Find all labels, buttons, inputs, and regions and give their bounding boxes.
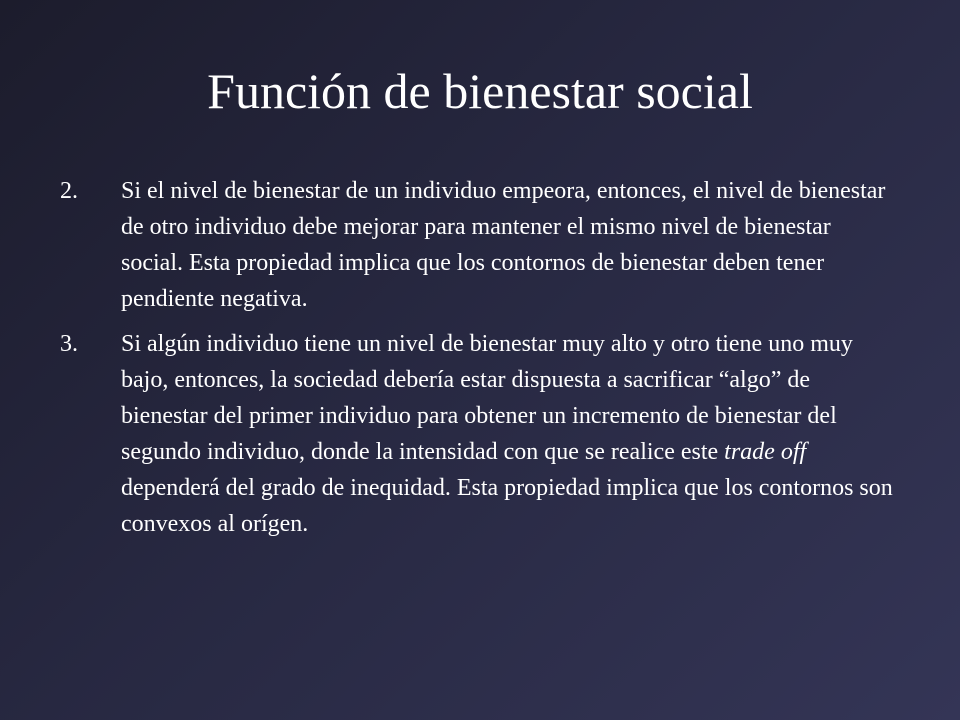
list-item-text-after: dependerá del grado de inequidad. Esta propiedad implica que los contornos son convexos al orígen.	[121, 475, 893, 537]
list-item-number: 3.	[60, 331, 78, 357]
numbered-list	[60, 173, 910, 551]
list-item-2	[60, 173, 910, 317]
list-item-text	[121, 326, 896, 542]
emphasized-term: trade off	[724, 439, 807, 465]
list-item-text: Si el nivel de bienestar de un individuo empeora, entonces, el nivel de bienestar de otro individuo debe mejorar para mantener el mismo nivel de bienestar social. Esta propiedad implica que los contornos de bienestar deben tener pendiente negativa.	[121, 178, 886, 312]
list-item-3	[60, 326, 910, 542]
list-item-text-before: Si algún individuo tiene un nivel de bienestar muy alto y otro tiene uno muy bajo, entonces, la sociedad debería estar dispuesta a sacrificar “algo” de bienestar del primer individuo para obtener un incremento de bienestar del segundo individuo, donde la intensidad con que se realice este	[121, 331, 853, 465]
list-item-number: 2.	[60, 178, 78, 204]
slide-title: Función de bienestar social	[207, 63, 753, 119]
